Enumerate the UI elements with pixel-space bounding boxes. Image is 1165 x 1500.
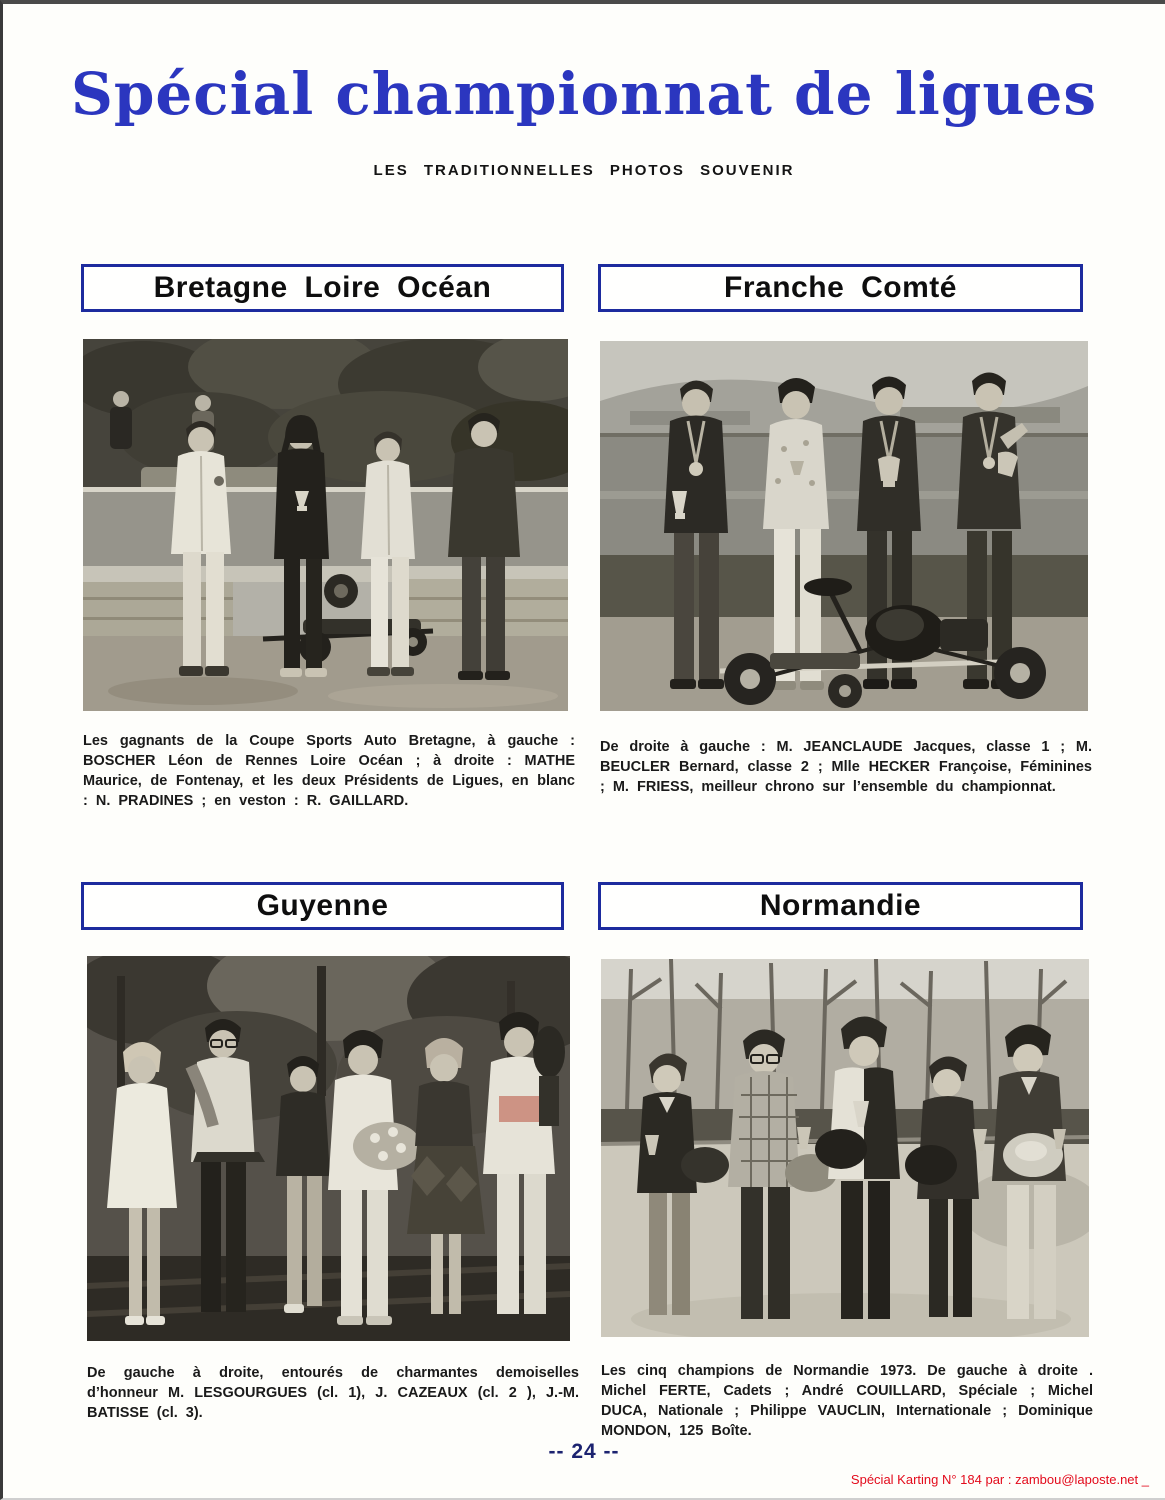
photo-bretagne <box>83 339 568 711</box>
page-number: -- 24 -- <box>548 1440 620 1463</box>
photo-normandie <box>601 959 1089 1337</box>
section-header-label: Normandie <box>759 889 922 922</box>
caption-normandie: Les cinq champions de Normandie 1973. De gauche à droite . Michel FERTE, Cadets ; André COUILLARD, Spéciale ; Michel DUCA, Nationale ; Philippe VAUCLIN, Internationale ; Dominique MONDON, 125 Boîte. <box>601 1362 1093 1440</box>
section-header-label: Guyenne <box>256 889 389 922</box>
photo-normandie-scene <box>601 959 1089 1337</box>
photo-franche-comte <box>600 341 1088 711</box>
section-header-guyenne <box>81 882 564 930</box>
caption-guyenne: De gauche à droite, entourés de charmantes demoiselles d’honneur M. LESGOURGUES (cl. 1), J. CAZEAUX (cl. 2 ), J.-M. BATISSE (cl. 3). <box>87 1364 579 1422</box>
footer-credit: Spécial Karting N° 184 par : zambou@laposte.net _ <box>850 1472 1149 1487</box>
photo-guyenne <box>87 956 570 1341</box>
section-header-label: Franche Comté <box>724 271 957 304</box>
section-header-franche-comte <box>598 264 1083 312</box>
photo-bretagne-scene <box>83 339 568 711</box>
page-title: Spécial championnat de ligues <box>70 60 1098 128</box>
caption-franche-comte: De droite à gauche : M. JEANCLAUDE Jacques, classe 1 ; M. BEUCLER Bernard, classe 2 ; Mlle HECKER Françoise, Féminines ; M. FRIESS, meilleur chrono sur l’ensemble du championnat. <box>600 738 1092 796</box>
photo-franche-comte-scene <box>600 341 1088 711</box>
photo-guyenne-scene <box>87 956 570 1341</box>
section-header-label: Bretagne Loire Océan <box>153 271 492 304</box>
page-subtitle: LES TRADITIONNELLES PHOTOS SOUVENIR <box>373 162 795 179</box>
section-header-normandie <box>598 882 1083 930</box>
caption-bretagne: Les gagnants de la Coupe Sports Auto Bretagne, à gauche : BOSCHER Léon de Rennes Loire Océan ; à droite : MATHE Maurice, de Fontenay, et les deux Présidents de Ligues, en blanc : N. PRADINES ; en veston : R. GAILLARD. <box>83 732 575 810</box>
section-header-bretagne <box>81 264 564 312</box>
